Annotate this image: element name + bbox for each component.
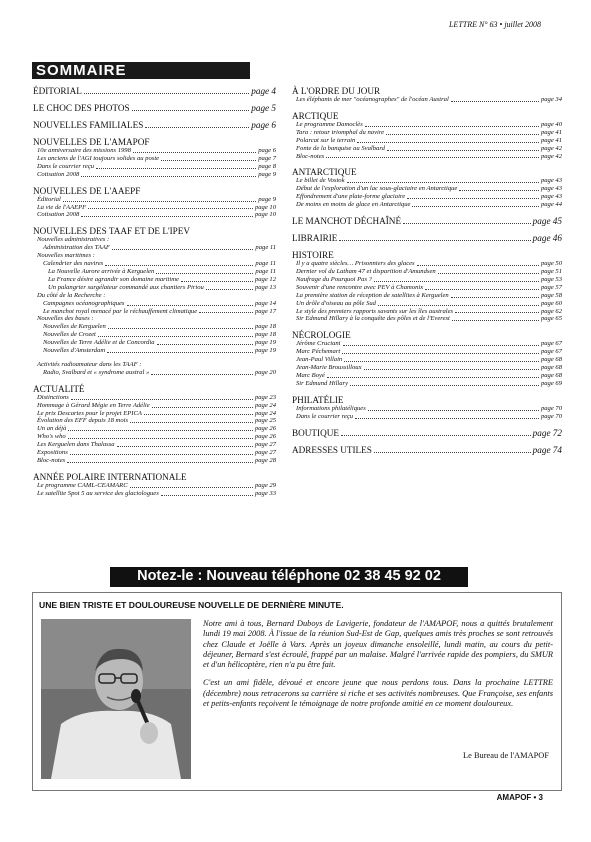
- page-ref: page 42: [540, 152, 562, 160]
- section-title: ÉDITORIAL: [33, 86, 82, 96]
- entry-title: La Nouvelle Aurore arrivée à Kerguelen: [48, 267, 155, 275]
- entry-title: Du côté de la Recherche :: [37, 291, 106, 299]
- page-ref: page 45: [532, 216, 562, 227]
- section-title: LE MANCHOT DÉCHAÎNÉ: [292, 216, 402, 227]
- page-ref: page 26: [254, 425, 276, 433]
- toc-entry: [33, 147, 276, 155]
- toc-entry: [292, 292, 562, 300]
- page-ref: page 33: [254, 489, 276, 497]
- dot-leader: [374, 452, 531, 453]
- dot-leader: [161, 495, 253, 496]
- toc-entry: [292, 300, 562, 308]
- dot-leader: [151, 374, 253, 375]
- page-ref: page 12: [254, 275, 276, 283]
- toc-entry: [292, 315, 562, 323]
- toc-section-heading: [33, 186, 276, 196]
- dot-leader: [88, 208, 253, 209]
- entry-title: La première station de réception de satellites à Kerguelen: [296, 291, 449, 299]
- page-ref: page 10: [254, 203, 276, 211]
- toc-entry: [292, 153, 562, 161]
- entry-title: Calendrier des navires: [43, 260, 104, 268]
- toc-entry: [33, 394, 276, 402]
- dot-leader: [343, 345, 539, 346]
- page-ref: page 60: [540, 299, 562, 307]
- dot-leader: [132, 110, 250, 111]
- entry-title: Nouvelles administratives :: [37, 236, 110, 244]
- toc-section-heading: [292, 395, 562, 405]
- page-ref: page 17: [254, 307, 276, 315]
- page-ref: page 18: [254, 331, 276, 339]
- dot-leader: [326, 157, 539, 158]
- entry-title: La France désire agrandir son domaine maritime: [48, 275, 179, 283]
- toc-entry: [33, 155, 276, 163]
- dot-leader: [81, 176, 256, 177]
- toc-entry: [292, 348, 562, 356]
- entry-title: Cotisation 2008: [37, 211, 80, 219]
- toc-section-heading: [292, 86, 562, 96]
- page-ref: page 9: [258, 170, 276, 178]
- dot-leader: [112, 249, 254, 250]
- entry-title: Dernier vol du Latham 47 et disparition d'Amundsen: [296, 267, 436, 275]
- page-ref: page 11: [255, 267, 276, 275]
- entry-title: Radio, Svalbard et « syndrome austral »: [43, 368, 150, 376]
- entry-title: Tara : retour triomphal du navire: [296, 128, 385, 136]
- page-ref: page 23: [254, 393, 276, 401]
- entry-title: Distinctions: [37, 393, 69, 401]
- page-ref: page 11: [255, 260, 276, 268]
- entry-title: Effondrement d'une plate-forme glaciaire: [296, 193, 406, 201]
- toc-entry: [33, 339, 276, 347]
- section-title: ACTUALITÉ: [33, 383, 85, 394]
- entry-title: Cotisation 2008: [37, 170, 80, 178]
- toc-entry: [292, 308, 562, 316]
- entry-title: De moins en moins de glace en Antarctique: [296, 201, 411, 209]
- toc-entry: [33, 315, 276, 323]
- dot-leader: [71, 399, 253, 400]
- page-ref: page 41: [540, 128, 562, 136]
- dot-leader: [339, 240, 530, 241]
- toc-entry: [292, 260, 562, 268]
- dot-leader: [108, 328, 253, 329]
- dot-leader: [365, 126, 539, 127]
- dot-leader: [368, 410, 539, 411]
- entry-title: Évolution des EFF depuis 18 mois: [37, 417, 129, 425]
- dot-leader: [152, 407, 253, 408]
- entry-title: Nouvelles maritimes :: [37, 252, 95, 260]
- toc-section-heading: [33, 384, 276, 394]
- section-title: NOUVELLES DES TAAF ET DE L'IPEV: [33, 226, 191, 237]
- toc-entry: [292, 121, 562, 129]
- toc-entry: [292, 364, 562, 372]
- dot-leader: [412, 206, 538, 207]
- page-ref: page 10: [254, 211, 276, 219]
- dot-leader: [364, 369, 539, 370]
- entry-title: Nouvelles d'Amsterdam: [43, 347, 106, 355]
- dot-leader: [455, 312, 539, 313]
- toc-entry: [292, 284, 562, 292]
- toc-section-heading: [33, 472, 276, 482]
- toc-entry: [33, 300, 276, 308]
- page-ref: page 57: [540, 283, 562, 291]
- entry-title: Hommage à Gérard Mégie en Terre Adélie: [37, 401, 150, 409]
- toc-left-column: [33, 86, 276, 498]
- section-title: NOUVELLES FAMILIALES: [33, 120, 144, 130]
- page-ref: page 41: [540, 136, 562, 144]
- entry-title: Administration des TAAF: [43, 244, 110, 252]
- section-title: NOUVELLES DE L'AAEPF: [33, 185, 141, 196]
- page-ref: page 20: [254, 368, 276, 376]
- dot-leader: [452, 320, 539, 321]
- entry-title: Dans le courrier reçu: [37, 162, 95, 170]
- toc-entry: [292, 276, 562, 284]
- page-ref: page 65: [540, 315, 562, 323]
- toc-right-column: [292, 86, 562, 455]
- dot-leader: [68, 430, 253, 431]
- dot-leader: [157, 344, 253, 345]
- dot-leader: [181, 281, 253, 282]
- toc-entry: [33, 211, 276, 219]
- entry-title: Informations philatéliques: [296, 404, 366, 412]
- dot-leader: [387, 150, 539, 151]
- page-ref: page 8: [258, 162, 276, 170]
- entry-title: Activités radioamateur dans les TAAF :: [37, 360, 142, 368]
- entry-title: Le satellite Spot 5 au service des glaciologues: [37, 489, 159, 497]
- dot-leader: [403, 223, 531, 224]
- dot-leader: [341, 435, 531, 436]
- entry-title: Polarcat sur le terrain: [296, 136, 356, 144]
- dot-leader: [67, 462, 253, 463]
- entry-title: Les éléphants de mer "océanographes" de l'océan Austral: [296, 96, 449, 103]
- toc-entry: [33, 163, 276, 171]
- toc-section-heading: [33, 86, 276, 96]
- page-ref: page 74: [532, 444, 562, 455]
- page-ref: page 50: [540, 260, 562, 268]
- page-ref: page 13: [254, 283, 276, 291]
- dot-leader: [133, 152, 256, 153]
- entry-title: Le programme Damoclès: [296, 120, 363, 128]
- entry-title: Un palangrier surgélateur commandé aux chantiers Piriou: [48, 283, 204, 291]
- toc-entry: [33, 433, 276, 441]
- toc-entry: [292, 193, 562, 201]
- toc-entry: [292, 129, 562, 137]
- entry-title: Début de l'exploration d'un lac sous-glaciaire en Antarctique: [296, 185, 458, 193]
- entry-title: Expositions: [37, 449, 68, 457]
- entry-title: 10e anniversaire des missions 1998: [37, 147, 131, 154]
- toc-entry: [33, 347, 276, 355]
- dot-leader: [206, 289, 253, 290]
- page-ref: page 72: [532, 427, 562, 438]
- dot-leader: [144, 414, 253, 415]
- entry-title: Bloc-notes: [296, 152, 325, 160]
- dot-leader: [81, 216, 253, 217]
- entry-title: Sir Edmund Hillary: [296, 379, 349, 387]
- section-title: NOUVELLES DE L'AMAPOF: [33, 137, 150, 147]
- page-ref: page 68: [540, 364, 562, 372]
- page-ref: page 51: [540, 267, 562, 275]
- dot-leader: [355, 418, 539, 419]
- toc-section-heading: [33, 103, 276, 113]
- page-ref: page 62: [540, 307, 562, 315]
- entry-title: Naufrage du Pourquoi Pas ?: [296, 275, 372, 283]
- page-ref: page 6: [258, 147, 276, 154]
- dot-leader: [63, 201, 256, 202]
- page-ref: page 70: [540, 412, 562, 420]
- toc-entry: [292, 268, 562, 276]
- entry-title: Le prix Descartes pour le projet EPICA: [37, 409, 142, 417]
- toc-entry: [33, 292, 276, 300]
- dot-leader: [374, 281, 539, 282]
- dot-leader: [117, 446, 253, 447]
- toc-section-heading: [292, 428, 562, 438]
- toc-entry: [33, 236, 276, 244]
- dot-leader: [96, 168, 256, 169]
- page-ref: page 7: [258, 154, 276, 162]
- page-ref: page 68: [540, 371, 562, 379]
- page-ref: page 19: [254, 339, 276, 347]
- toc-entry: [33, 268, 276, 276]
- page-ref: page 43: [540, 177, 562, 185]
- dot-leader: [347, 182, 539, 183]
- dot-leader: [107, 352, 253, 353]
- dot-leader: [105, 265, 253, 266]
- dot-leader: [451, 101, 539, 102]
- entry-title: Le manchot royal menacé par le réchauffement climatique: [43, 307, 198, 315]
- entry-title: Il y a quatre siècles… Prisonniers des glaces: [296, 260, 415, 268]
- toc-entry: [33, 441, 276, 449]
- toc-entry: [292, 185, 562, 193]
- toc-entry: [33, 402, 276, 410]
- page-ref: page 42: [540, 144, 562, 152]
- entry-title: Jean-Marie Broussilloux: [296, 364, 362, 372]
- dot-leader: [344, 361, 539, 362]
- section-title: BOUTIQUE: [292, 427, 339, 438]
- toc-entry: [33, 323, 276, 331]
- dot-leader: [127, 305, 253, 306]
- toc-entry: [292, 137, 562, 145]
- toc-entry: [33, 490, 276, 498]
- toc-entry: [33, 204, 276, 212]
- toc-entry: [33, 482, 276, 490]
- page-footer: AMAPOF • 3: [496, 793, 543, 802]
- page-ref: page 27: [254, 449, 276, 457]
- page-ref: page 26: [254, 433, 276, 441]
- entry-title: Le style des premiers rapports savants sur les îles australes: [296, 307, 454, 315]
- entry-title: Le billet de Vostok: [296, 177, 345, 185]
- page-title: SOMMAIRE: [36, 62, 127, 79]
- dot-leader: [98, 336, 253, 337]
- dot-leader: [459, 190, 539, 191]
- page-ref: page 11: [255, 244, 276, 252]
- entry-title: Souvenir d'une rencontre avec PEV à Chamonix: [296, 283, 424, 291]
- section-title: LE CHOC DES PHOTOS: [33, 103, 130, 113]
- page-ref: page 14: [254, 299, 276, 307]
- section-title: ANNÉE POLAIRE INTERNATIONALE: [33, 471, 187, 482]
- news-paragraph-2: C'est un ami fidèle, dévoué et encore jeune que nous perdons tous. Dans la prochaine LETTRE (décembre) nous retracerons sa carrière si riche et ses activités nombreuses. Que Françoise, ses enfants et petits-enfants reçoivent le témoignage de notre profonde amitié en ce moment douloureux.: [203, 678, 553, 709]
- entry-title: Nouvelles de Crozet: [43, 331, 96, 339]
- page-ref: page 19: [254, 347, 276, 355]
- toc-entry: [33, 284, 276, 292]
- page-ref: page 67: [540, 348, 562, 356]
- dot-leader: [350, 385, 539, 386]
- dot-leader: [199, 312, 253, 313]
- section-title: ANTARCTIQUE: [292, 167, 357, 178]
- entry-title: Nouvelles des bases :: [37, 315, 94, 323]
- page-ref: page 46: [532, 233, 562, 244]
- section-title: ADRESSES UTILES: [292, 444, 372, 455]
- portrait-photo: [41, 619, 191, 779]
- dot-leader: [407, 198, 539, 199]
- page-ref: page 27: [254, 441, 276, 449]
- issue-header: LETTRE N° 63 • juillet 2008: [448, 20, 541, 29]
- page-ref: page 70: [540, 404, 562, 412]
- entry-title: Nouvelles de Terre Adélie et de Concordia: [43, 339, 155, 347]
- toc-section-heading: [292, 330, 562, 340]
- dot-leader: [357, 142, 539, 143]
- toc-entry: [33, 276, 276, 284]
- toc-entry: [33, 252, 276, 260]
- toc-entry: [33, 425, 276, 433]
- dot-leader: [130, 487, 253, 488]
- toc-entry: [292, 380, 562, 388]
- toc-entry: [292, 372, 562, 380]
- toc-section-heading: [292, 250, 562, 260]
- page-ref: page 5: [251, 103, 276, 113]
- section-title: NÉCROLOGIE: [292, 330, 351, 341]
- toc-section-heading: [292, 111, 562, 121]
- toc-entry: [33, 457, 276, 465]
- section-title: HISTOIRE: [292, 250, 334, 261]
- toc-entry: [292, 405, 562, 413]
- page-ref: page 58: [540, 291, 562, 299]
- page-ref: page 69: [540, 379, 562, 387]
- entry-title: La vie de l'AAEPF: [37, 203, 87, 211]
- toc-entry: [33, 369, 276, 377]
- page-ref: page 53: [540, 275, 562, 283]
- toc-section-heading: [33, 226, 276, 236]
- sommaire-banner: [32, 62, 250, 79]
- toc-entry: [292, 413, 562, 421]
- page-ref: page 6: [251, 120, 276, 130]
- dot-leader: [130, 422, 253, 423]
- entry-title: Sir Edmund Hillary à la conquête des pôles et de l'Everest: [296, 315, 450, 323]
- news-paragraph-1: Notre ami à tous, Bernard Duboys de Lavigerie, fondateur de l'AMAPOF, nous a quittés brutalement lundi 19 mai 2008. À l'issue de la réunion Sud-Est de Gap, quelques amis très proches se sont retrouvés chez Claude et Joëlle à Vars. Après un joyeux dimanche ensoleillé, lundi matin, au cours du petit-déjeuner, Bernard s'est écroulé, frappé par un malaise. Malgré l'arrivée rapide des pompiers, du SMUR et d'un hélicoptère, rien n'a pu être fait.: [203, 619, 553, 670]
- page-ref: page 24: [254, 409, 276, 417]
- toc-section-heading: [292, 233, 562, 243]
- dot-leader: [327, 377, 539, 378]
- page-ref: page 43: [540, 185, 562, 193]
- section-title: ARCTIQUE: [292, 110, 339, 121]
- toc-entry: [33, 244, 276, 252]
- page-ref: page 25: [254, 417, 276, 425]
- entry-title: Who's who: [37, 433, 66, 441]
- page-ref: page 44: [540, 201, 562, 209]
- toc-entry: [292, 356, 562, 364]
- page-ref: page 67: [540, 340, 562, 348]
- entry-title: Dans le courrier reçu: [296, 412, 354, 420]
- dot-leader: [84, 93, 249, 94]
- toc-entry: [292, 201, 562, 209]
- entry-title: Jean-Paul Villain: [296, 356, 343, 364]
- toc-section-heading: [33, 137, 276, 147]
- news-box: [32, 592, 562, 791]
- toc-entry: [292, 340, 562, 348]
- news-message: [203, 619, 553, 717]
- page-ref: page 9: [258, 195, 276, 203]
- dot-leader: [386, 134, 539, 135]
- entry-title: Le programme CAML-CEAMARC: [37, 481, 128, 489]
- toc-entry: [292, 96, 562, 104]
- entry-title: Bloc-notes: [37, 457, 66, 464]
- dot-leader: [378, 305, 539, 306]
- toc-entry: [33, 260, 276, 268]
- section-title: PHILATÉLIE: [292, 394, 344, 405]
- entry-title: Un an déjà: [37, 425, 67, 433]
- section-title: LIBRAIRIE: [292, 233, 338, 244]
- dot-leader: [425, 289, 539, 290]
- dot-leader: [68, 438, 253, 439]
- page-ref: page 24: [254, 401, 276, 409]
- entry-title: Les Kerguelen dans Thalassa: [37, 441, 115, 449]
- page-ref: page 29: [254, 481, 276, 489]
- entry-title: Jérôme Cruciani: [296, 340, 341, 348]
- page-ref: page 43: [540, 193, 562, 201]
- entry-title: Les anciens de l'AGI toujours solides au poste: [37, 154, 160, 162]
- toc-section-heading: [292, 167, 562, 177]
- toc-entry: [33, 417, 276, 425]
- section-title: À L'ORDRE DU JOUR: [292, 86, 381, 96]
- page-ref: page 68: [540, 356, 562, 364]
- entry-title: Un drôle d'oiseau au pôle Sud: [296, 299, 376, 307]
- entry-title: Fonte de la banquise au Svalbard: [296, 144, 385, 152]
- toc-entry: [33, 449, 276, 457]
- entry-title: Campagnes océanographiques: [43, 299, 125, 307]
- dot-leader: [161, 160, 256, 161]
- entry-title: Éditorial: [37, 195, 61, 203]
- toc-entry: [33, 171, 276, 179]
- dot-leader: [156, 273, 253, 274]
- dot-leader: [145, 127, 249, 128]
- news-signature: Le Bureau de l'AMAPOF: [463, 751, 549, 760]
- phone-notice-text: Notez-le : Nouveau téléphone 02 38 45 92 02: [137, 568, 441, 584]
- phone-notice: [110, 567, 468, 587]
- dot-leader: [70, 454, 253, 455]
- portrait-illustration: [41, 619, 191, 779]
- toc-entry: [292, 177, 562, 185]
- entry-title: Nouvelles de Kerguelen: [43, 323, 106, 331]
- news-title: UNE BIEN TRISTE ET DOULOUREUSE NOUVELLE DE DERNIÈRE MINUTE.: [39, 600, 344, 610]
- toc-entry: [33, 196, 276, 204]
- toc-entry: [33, 331, 276, 339]
- page-ref: page 18: [254, 323, 276, 331]
- dot-leader: [417, 265, 539, 266]
- page-ref: page 28: [254, 457, 276, 464]
- page-ref: page 40: [540, 120, 562, 128]
- page-ref: page 34: [540, 96, 562, 103]
- dot-leader: [451, 297, 539, 298]
- toc-section-heading: [33, 120, 276, 130]
- toc-entry: [33, 361, 276, 369]
- toc-entry: [33, 308, 276, 316]
- toc-section-heading: [292, 445, 562, 455]
- toc-entry: [292, 145, 562, 153]
- toc-section-heading: [292, 216, 562, 226]
- page-ref: page 4: [251, 86, 276, 96]
- dot-leader: [438, 273, 539, 274]
- entry-title: Marc Boyé: [296, 371, 325, 379]
- entry-title: Marc Péchemart: [296, 348, 341, 356]
- dot-leader: [342, 353, 539, 354]
